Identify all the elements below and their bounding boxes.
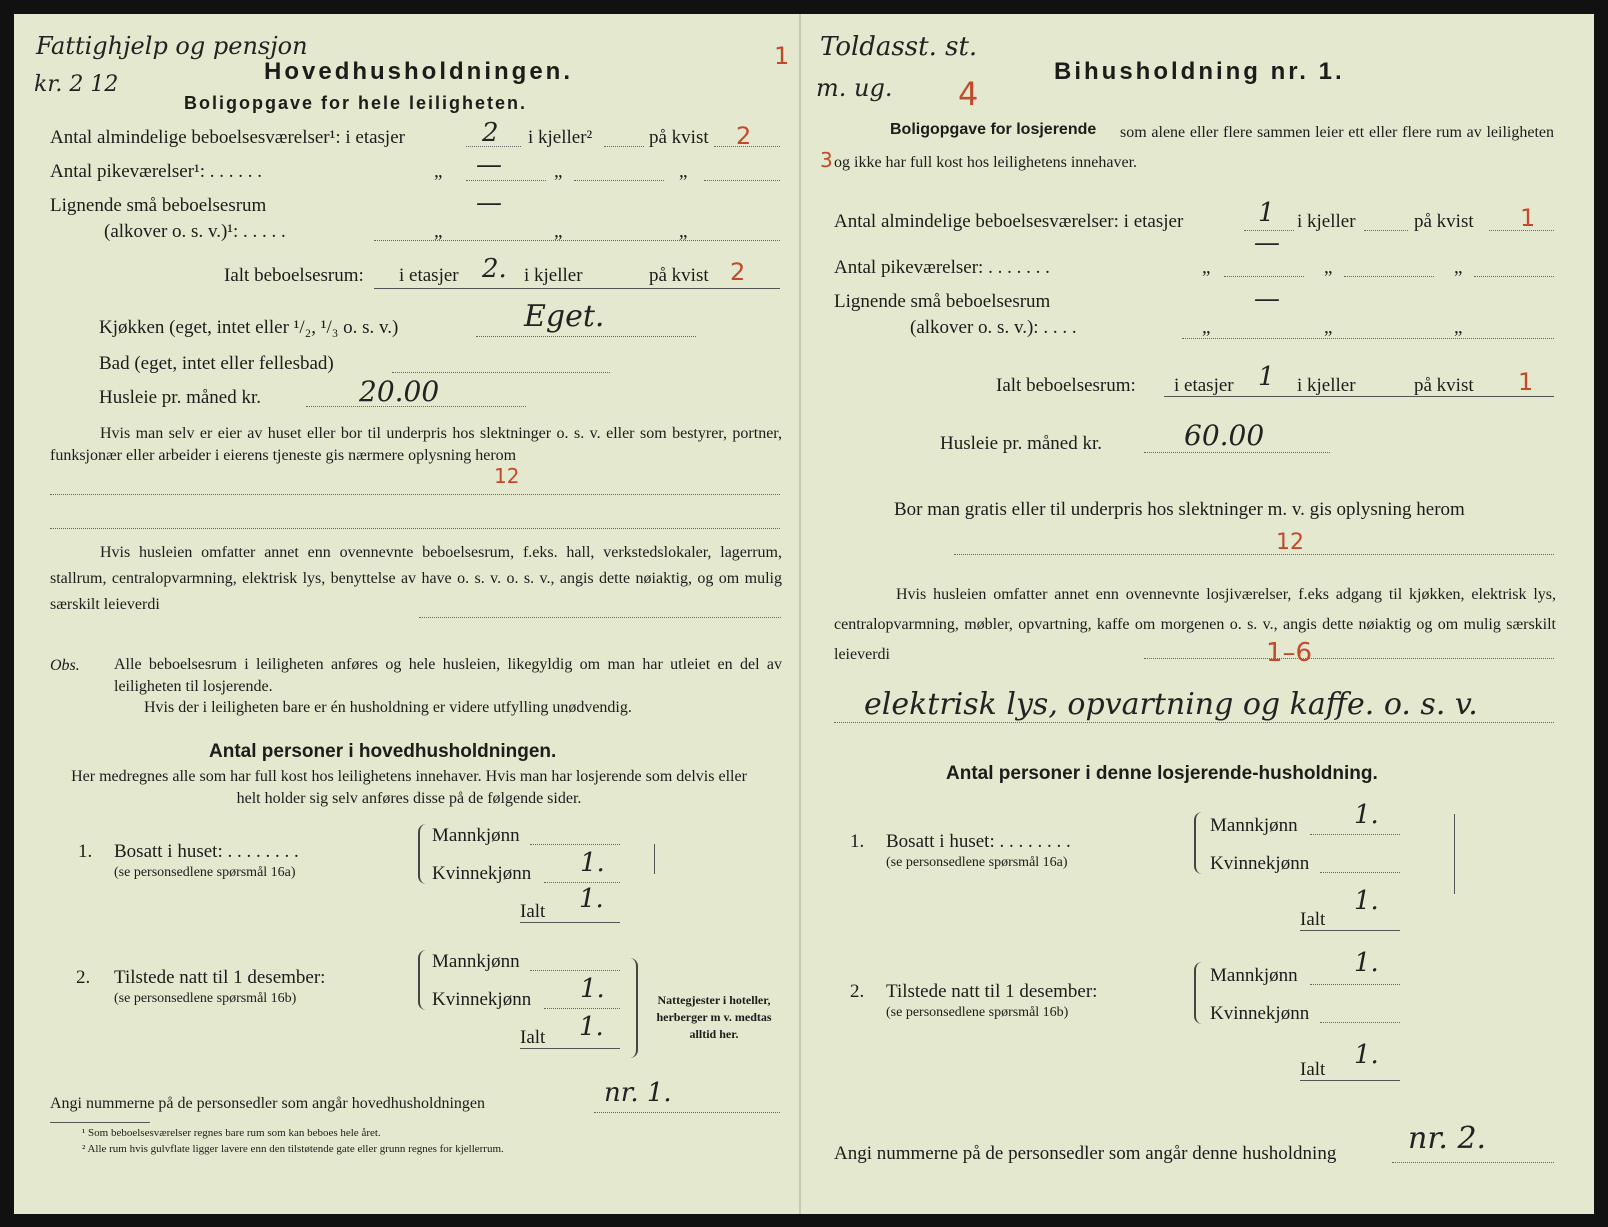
pike-label: Antal pikeværelser: . . . . . . . [834, 257, 1050, 278]
footnote-1: ¹ Som beboelsesværelser regnes bare rum som kan beboes hele året. [82, 1127, 381, 1139]
angi-label: Angi nummerne på de personsedler som angår denne husholdning [834, 1143, 1337, 1164]
hw-mann-2: 1. [1354, 948, 1379, 978]
mann-label: Mannkjønn [1210, 815, 1298, 836]
q1-label: Bosatt i huset: . . . . . . . . [114, 841, 299, 862]
kjeller-label: i kjeller [1297, 375, 1356, 396]
handwritten-note-2: kr. 2 12 [34, 72, 119, 97]
hw-etasjer: 1 [1258, 198, 1275, 228]
hw-ialt-2: 1. [579, 1012, 604, 1042]
rooms-label: Antal almindelige beboelsesværelser¹: i etasjer [50, 127, 405, 148]
q2-sub: (se personsedlene spørsmål 16b) [886, 1005, 1069, 1020]
q1-number: 1. [78, 841, 93, 862]
handwritten-note: Fattighjelp og pensjon [36, 32, 308, 60]
obs-label: Obs. [50, 657, 80, 674]
ditto-mark: „ [1202, 317, 1211, 338]
ditto-mark: „ [554, 161, 563, 182]
ditto-mark: „ [434, 161, 443, 182]
lign-label-2: (alkover o. s. v.)¹: . . . . . [104, 221, 286, 242]
hw-lign: — [476, 188, 502, 218]
footnote-2: ² Alle rum hvis gulvflate ligger lavere enn den tilstøtende gate eller grunn regnes for kjellerrum. [82, 1143, 504, 1155]
hw-extra: elektrisk lys, opvartning og kaffe. o. s. v. [864, 687, 1478, 722]
etasjer-label: i etasjer [399, 265, 459, 286]
red-mark-4: 4 [958, 75, 979, 113]
bad-label: Bad (eget, intet eller fellesbad) [99, 353, 334, 374]
page-fold [799, 14, 801, 1214]
hw-angi: nr. 2. [1408, 1121, 1487, 1156]
handwritten-note-2: m. ug. [816, 74, 893, 102]
ditto-mark: „ [679, 161, 688, 182]
left-subtitle: Boligopgave for hele leiligheten. [184, 93, 528, 113]
hw-eier-mark: 12 [494, 464, 520, 488]
q2-number: 2. [76, 967, 91, 988]
angi-label: Angi nummerne på de personsedler som angår hovedhusholdningen [50, 1095, 486, 1112]
kvinne-label: Kvinnekjønn [1210, 853, 1310, 874]
kvinne-label: Kvinnekjønn [432, 989, 532, 1010]
q2-number: 2. [850, 981, 865, 1002]
kjokken-label: Kjøkken (eget, intet eller ¹/₂, ¹/₃ o. s. v.) [99, 317, 399, 338]
hw-kjokken: Eget. [524, 299, 605, 334]
rooms-label: Antal almindelige beboelsesværelser: i etasjer [834, 211, 1184, 232]
kvist-label: på kvist [649, 127, 709, 148]
eier-text: Hvis man selv er eier av huset eller bor til underpris hos slektninger o. s. v. eller som bestyrer, portner, funksjonær eller arbeider i eierens tjeneste gis nærmere oplysning herom [50, 425, 782, 464]
q1-sub: (se personsedlene spørsmål 16a) [886, 855, 1068, 870]
ialt-label: Ialt beboelsesrum: [996, 375, 1136, 396]
nattegjester-note: Nattegjester i hoteller, herberger m v. medtas alltid her. [656, 993, 772, 1041]
persons-title: Antal personer i denne losjerende-husholdning. [946, 763, 1378, 784]
obs-text-2: Hvis der i leiligheten bare er én husholdning er videre utfylling unødvendig. [144, 699, 632, 716]
ialt-label-2: Ialt [1300, 1059, 1326, 1080]
hw-bor: 12 [1276, 530, 1304, 555]
hw-ialt-etasjer: 2. [482, 254, 507, 284]
q1-sub: (se personsedlene spørsmål 16a) [114, 865, 296, 880]
obs-text: Alle beboelsesrum i leiligheten anføres og hele husleien, likegyldig om man har utleiet en del av leiligheten til losjerende. [114, 656, 782, 695]
lign-label-2: (alkover o. s. v.): . . . . [910, 317, 1077, 338]
hw-lign: — [1254, 284, 1280, 314]
handwritten-note: Toldasst. st. [820, 32, 978, 62]
mann-label: Mannkjønn [1210, 965, 1298, 986]
hw-mann: 1. [1354, 800, 1379, 830]
left-title: Hovedhusholdningen. [264, 58, 573, 85]
mann-label: Mannkjønn [432, 951, 520, 972]
hw-husleie: 60.00 [1184, 419, 1265, 452]
hw-pike: — [476, 150, 502, 180]
pike-label: Antal pikeværelser¹: . . . . . . [50, 161, 263, 182]
kvinne-label: Kvinnekjønn [432, 863, 532, 884]
q1-number: 1. [850, 831, 865, 852]
intro-bold: Boligopgave for losjerende [890, 121, 1097, 138]
kjeller-label: i kjeller² [528, 127, 593, 148]
bor-text: Bor man gratis eller til underpris hos slektninger m. v. gis oplysning herom [894, 499, 1465, 520]
husleien-text: Hvis husleien omfatter annet enn ovennevnte losjiværelser, f.eks adgang til kjøkken, elektrisk lys, centralopvarmning, møbler, opvartning, kaffe om morgenen o. s. v., angis dette nøiaktig og om mulig særskilt leieverdi [834, 586, 1556, 663]
lign-label: Lignende små beboelsesrum [834, 291, 1051, 312]
ditto-mark: „ [554, 221, 563, 242]
kvist-label: på kvist [1414, 375, 1474, 396]
hw-kvinne-2: 1. [580, 974, 605, 1004]
hw-ialt-1: 1. [1354, 886, 1379, 916]
hw-leieverdi: 1–6 [1266, 638, 1313, 668]
hw-pike: — [1254, 228, 1280, 258]
hw-angi: nr. 1. [604, 1078, 672, 1108]
q1-label: Bosatt i huset: . . . . . . . . [886, 831, 1071, 852]
etasjer-label: i etasjer [1174, 375, 1234, 396]
ditto-mark: „ [1454, 257, 1463, 278]
hw-kvist: 2 [736, 122, 752, 150]
persons-intro: Her medregnes alle som har full kost hos leilighetens innehaver. Hvis man har losjerende som delvis eller helt holder sig selv anføres disse på de følgende sider. [71, 768, 747, 807]
ialt-label-1: Ialt [520, 901, 546, 922]
hw-ialt-etasjer: 1 [1258, 362, 1275, 392]
husleie-label: Husleie pr. måned kr. [99, 387, 261, 408]
ditto-mark: „ [1324, 257, 1333, 278]
kjeller-label: i kjeller [1297, 211, 1356, 232]
red-mark: 1 [774, 42, 790, 70]
hw-kvist: 1 [1520, 204, 1536, 232]
kvist-label: på kvist [649, 265, 709, 286]
lign-label: Lignende små beboelsesrum [50, 195, 267, 216]
hw-kvinne: 1. [580, 848, 605, 878]
kjeller-label: i kjeller [524, 265, 583, 286]
hw-ialt-1: 1. [579, 884, 604, 914]
persons-title: Antal personer i hovedhusholdningen. [209, 741, 557, 762]
ditto-mark: „ [1202, 257, 1211, 278]
ditto-mark: „ [434, 221, 443, 242]
hw-ialt-kvist: 2 [730, 258, 746, 286]
q2-sub: (se personsedlene spørsmål 16b) [114, 991, 297, 1006]
hw-etasjer: 2 [482, 118, 499, 148]
hw-husleie: 20.00 [359, 375, 440, 408]
ditto-mark: „ [1454, 317, 1463, 338]
red-mark-3: 3 [820, 148, 833, 172]
ialt-label: Ialt beboelsesrum: [224, 265, 364, 286]
kvinne-label: Kvinnekjønn [1210, 1003, 1310, 1024]
ialt-label-2: Ialt [520, 1027, 546, 1048]
q2-label: Tilstede natt til 1 desember: [886, 981, 1098, 1002]
hw-ialt-2: 1. [1354, 1040, 1379, 1070]
hw-ialt-kvist: 1 [1518, 368, 1534, 396]
census-form-sheet [14, 14, 1594, 1214]
right-title: Bihusholdning nr. 1. [1054, 58, 1345, 85]
husleien-text: Hvis husleien omfatter annet enn ovennevnte beboelsesrum, f.eks. hall, verkstedslokaler, lagerrum, stallrum, centralopvarmning, elektrisk lys, benyttelse av have o. s. v. o. s. v., angis dette nøiaktig, og om mulig særskilt leieverdi [50, 544, 782, 613]
intro-text: som alene eller flere sammen leier ett eller flere rum av leiligheten og ikke har full kost hos leilighetens innehaver. [834, 124, 1554, 171]
q2-label: Tilstede natt til 1 desember: [114, 967, 326, 988]
ditto-mark: „ [1324, 317, 1333, 338]
mann-label: Mannkjønn [432, 825, 520, 846]
kvist-label: på kvist [1414, 211, 1474, 232]
ditto-mark: „ [679, 221, 688, 242]
ialt-label-1: Ialt [1300, 909, 1326, 930]
husleie-label: Husleie pr. måned kr. [940, 433, 1102, 454]
